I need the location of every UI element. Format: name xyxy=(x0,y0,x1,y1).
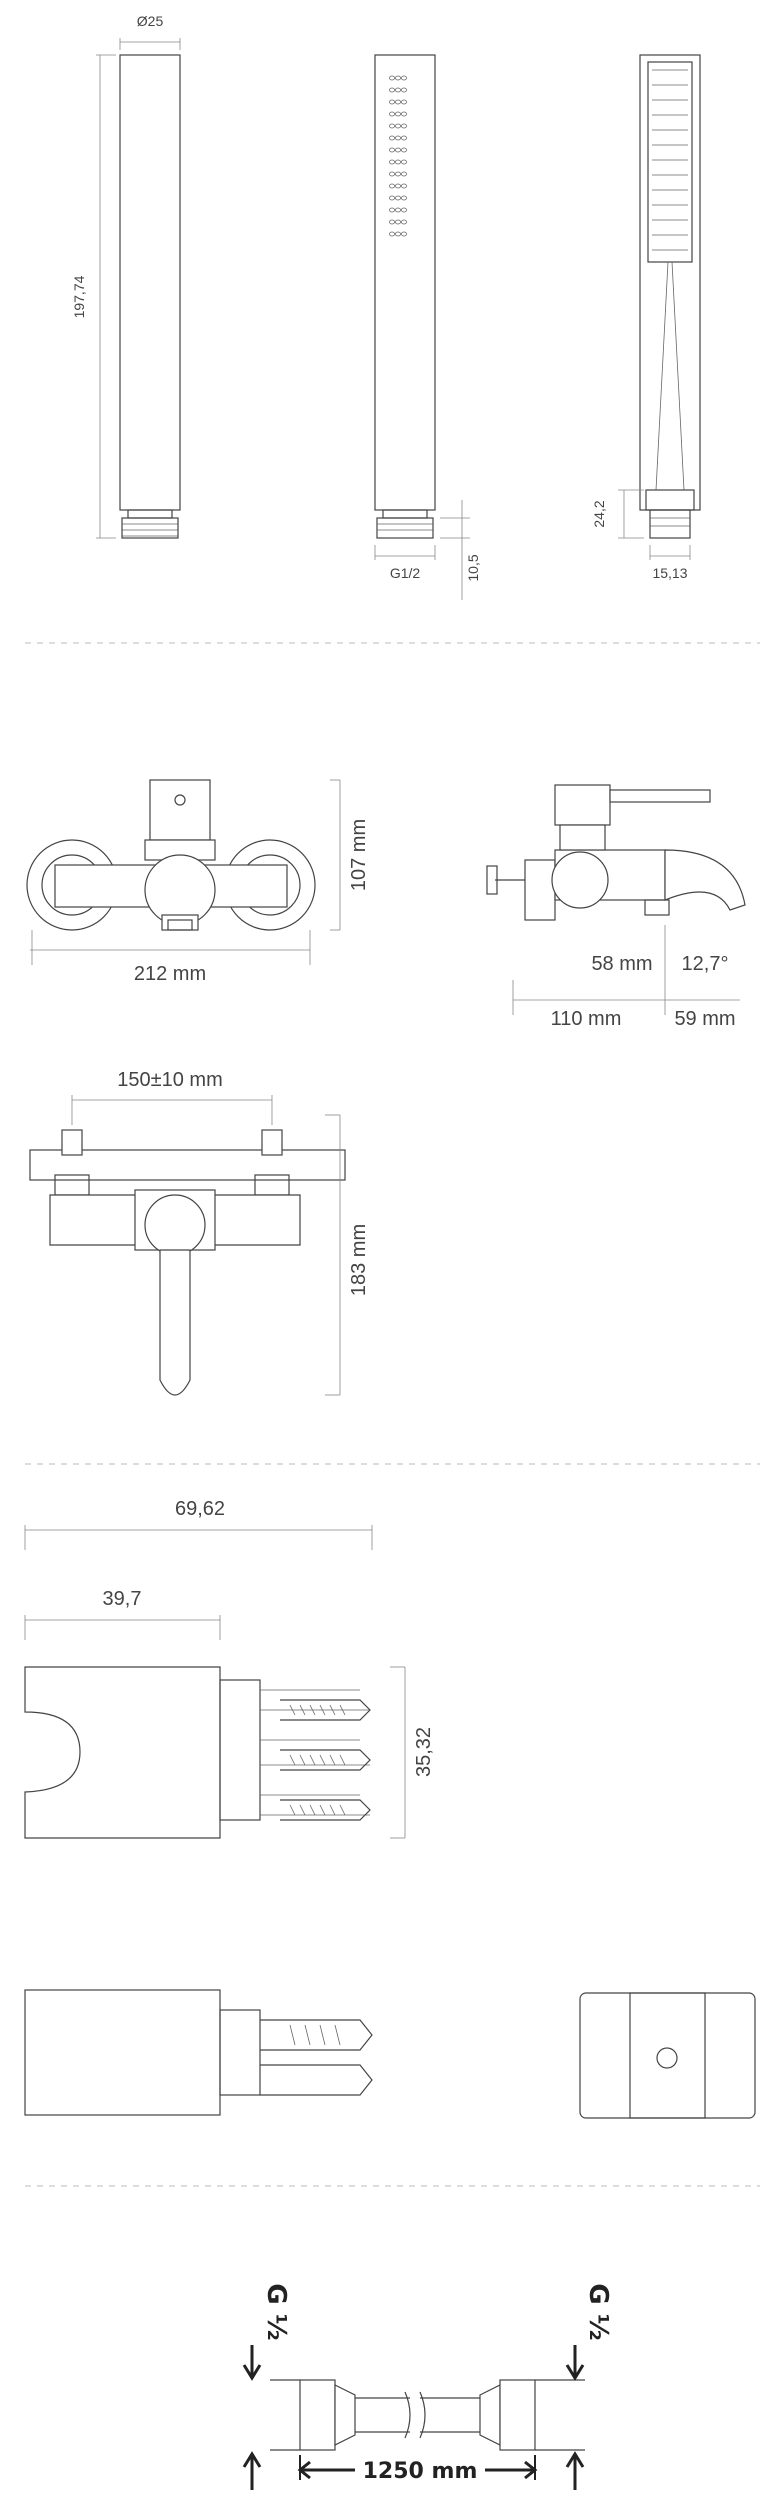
nozzle-dot xyxy=(390,208,395,212)
depth-a-label: 110 mm xyxy=(550,1008,622,1030)
bracket-height-label: 35,32 xyxy=(413,1726,435,1778)
mixer-top-view xyxy=(30,1095,345,1395)
nozzle-dot xyxy=(396,124,401,128)
nozzle-dot xyxy=(390,124,395,128)
width-label: 15,13 xyxy=(652,565,688,581)
nozzle-dot xyxy=(402,160,407,164)
reach-label: 58 mm xyxy=(591,953,653,975)
hose-thread-left-label: G ½ xyxy=(261,2283,291,2341)
nozzle-dot xyxy=(396,184,401,188)
bracket-width-total-label: 69,62 xyxy=(174,1498,226,1520)
nozzle-dot xyxy=(396,172,401,176)
nozzle-dot xyxy=(390,88,395,92)
nozzle-dot xyxy=(402,88,407,92)
hose-thread-right-label: G ½ xyxy=(583,2283,613,2341)
bracket-width-inner-label: 39,7 xyxy=(102,1588,142,1610)
nozzle-dot xyxy=(396,232,401,236)
bracket-front-view xyxy=(580,1993,755,2118)
nozzle-dot xyxy=(396,220,401,224)
nozzle-dot xyxy=(402,124,407,128)
hand-shower-height-label: 197,74 xyxy=(71,275,87,319)
nozzle-dot xyxy=(396,160,401,164)
nozzle-dot xyxy=(396,112,401,116)
nozzle-dot xyxy=(402,148,407,152)
nozzle-dot xyxy=(402,184,407,188)
nozzle-dot xyxy=(396,100,401,104)
hand-shower-section-view xyxy=(618,55,700,560)
nozzle-dot xyxy=(402,136,407,140)
hand-shower-front-view xyxy=(96,38,180,538)
nozzle-dot xyxy=(402,208,407,212)
nozzle-dot xyxy=(402,100,407,104)
thread-length-label: 10,5 xyxy=(465,554,481,582)
mixer-height-label: 107 mm xyxy=(348,818,370,892)
mixer-width-label: 212 mm xyxy=(133,963,207,985)
nozzle-dot xyxy=(390,220,395,224)
nozzle-dot xyxy=(390,232,395,236)
bracket-side-view xyxy=(25,1990,372,2115)
mixer-side-view xyxy=(487,785,745,1015)
nozzle-dot xyxy=(402,76,407,80)
bracket-top-view xyxy=(25,1525,405,1838)
nozzle-dot xyxy=(390,76,395,80)
nozzle-dot xyxy=(390,160,395,164)
nozzle-dot xyxy=(402,196,407,200)
mixer-front-view xyxy=(27,780,340,965)
depth-label: 24,2 xyxy=(591,500,607,528)
mixer-top-height-label: 183 mm xyxy=(348,1223,370,1297)
thread-label: G1/2 xyxy=(389,565,421,581)
hand-shower-side-view xyxy=(375,55,470,600)
nozzle-dot xyxy=(390,196,395,200)
nozzle-dot xyxy=(396,76,401,80)
nozzle-dot xyxy=(390,184,395,188)
angle-label: 12,7° xyxy=(681,953,729,975)
depth-b-label: 59 mm xyxy=(674,1008,736,1030)
spacing-label: 150±10 mm xyxy=(117,1069,223,1091)
nozzle-dot xyxy=(396,196,401,200)
nozzle-dot xyxy=(402,232,407,236)
nozzle-dot xyxy=(396,148,401,152)
nozzle-dot xyxy=(402,220,407,224)
nozzle-dot xyxy=(390,112,395,116)
nozzle-dot xyxy=(390,172,395,176)
nozzle-dot xyxy=(390,136,395,140)
nozzle-dot xyxy=(396,136,401,140)
nozzle-dot xyxy=(390,100,395,104)
nozzle-dot xyxy=(402,112,407,116)
nozzle-dot xyxy=(396,88,401,92)
nozzle-dot xyxy=(396,208,401,212)
nozzle-dot xyxy=(390,148,395,152)
nozzle-dot xyxy=(402,172,407,176)
hose-length-label: 1250 mm xyxy=(362,2459,478,2484)
diameter-label: Ø25 xyxy=(136,13,164,29)
